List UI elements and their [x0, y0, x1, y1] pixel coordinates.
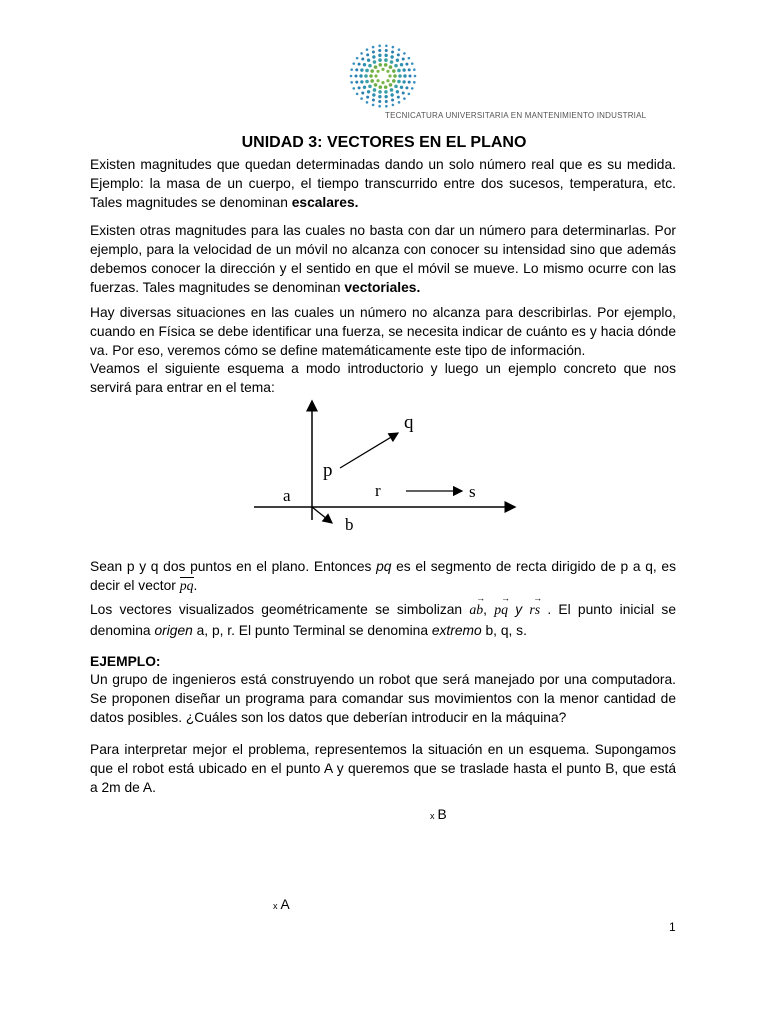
logo-dot — [396, 90, 399, 93]
paragraph-situaciones: Hay diversas situaciones en las cuales un número no alcanza para describirlas. Por ejemplo, cuando en Física se debe identificar una fuerza, se necesita indicar de cuánto es y hacia dónde va. Por eso, veremos cómo se define matemáticamente este tipo de información. — [90, 305, 676, 358]
institution-name: TECNICATURA UNIVERSITARIA EN MANTENIMIENTO INDUSTRIAL — [385, 111, 647, 120]
logo-dot — [384, 95, 387, 98]
point-b: x B — [430, 807, 447, 822]
logo-dot — [366, 53, 369, 56]
logo-dot — [378, 90, 382, 94]
logo-dot — [386, 79, 389, 82]
logo-dot — [358, 63, 361, 66]
label-s: s — [469, 482, 476, 501]
logo-dot — [350, 75, 353, 78]
logo-dot — [358, 86, 361, 89]
logo-dot — [408, 93, 411, 96]
logo-dot — [366, 96, 369, 99]
label-q: q — [404, 412, 414, 433]
logo-dot — [378, 58, 382, 62]
logo-dot — [385, 49, 388, 52]
logo-dot — [402, 92, 405, 95]
point-a: x A — [273, 897, 290, 912]
logo-dot — [363, 86, 366, 89]
logo-dot — [405, 86, 408, 89]
logo-dot — [385, 44, 388, 47]
logo-dot — [372, 55, 375, 58]
logo-dot — [372, 51, 375, 54]
logo-dot — [396, 59, 399, 62]
label-p: p — [323, 460, 333, 481]
logo-dot — [378, 54, 381, 57]
logo-dot — [361, 92, 364, 95]
logo-dot — [379, 63, 383, 67]
logo-dot — [400, 86, 403, 89]
logo-dot — [398, 74, 402, 78]
logo-dot — [372, 104, 375, 107]
logo-dot — [372, 46, 375, 49]
logo-dot — [405, 63, 408, 66]
logo-dot — [378, 100, 381, 103]
paragraph-simbolos: Los vectores visualizados geométricamente se simbolizan ab → , pq → y rs → . El punto inicial se denomina origen a, p, r. El punto Terminal se denomina extremo b, q, s. — [90, 597, 676, 641]
logo-dot — [373, 88, 377, 92]
logo-dot — [394, 85, 398, 89]
logo-dot — [378, 49, 381, 52]
logo-dot — [364, 74, 368, 78]
logo-dot — [400, 63, 403, 66]
logo-dot — [379, 85, 383, 89]
vector-arrow-icon: → — [500, 593, 510, 603]
logo-dot — [397, 69, 401, 73]
logo-dot — [372, 98, 375, 101]
logo-dot — [376, 79, 379, 82]
paragraph-escalares: Existen magnitudes que quedan determinadas dando un solo número real que es su medida. Ejemplo: la masa de un cuerpo, el tiempo transcurrido entre dos sucesos, temperatura, etc. Tales magnitudes se denominan escalares. — [90, 157, 676, 210]
logo-dot — [367, 90, 370, 93]
logo-dot — [397, 96, 400, 99]
logo-dot — [397, 80, 401, 84]
logo-dot — [355, 68, 358, 71]
logo-dot — [390, 88, 394, 92]
logo-dot — [402, 68, 405, 71]
logo-dot — [384, 85, 388, 89]
logo-dot — [398, 48, 401, 51]
logo-dot — [391, 98, 394, 101]
logo-dot — [391, 51, 394, 54]
logo-dot — [374, 74, 377, 77]
logo-dot — [397, 53, 400, 56]
logo-dot — [367, 59, 370, 62]
logo-dot — [402, 57, 405, 60]
paragraph-vectoriales: Existen otras magnitudes para las cuales no basta con dar un número para determinarlas. Por ejemplo, para la velocidad de un móvil no alcanza con conocer su intensidad sino que además debemos conocer la dirección y el sentido en que el móvil se mueve. Lo mismo ocurre con las fuerzas. Tales magnitudes se denominan vectoriales. — [90, 223, 676, 295]
vector-rs-symbol: rs → — [529, 597, 540, 620]
logo-dot — [356, 93, 359, 96]
logo-dot — [360, 80, 363, 83]
logo-dot — [389, 65, 393, 69]
logo-dot — [350, 68, 353, 71]
logo-dot — [384, 58, 388, 62]
logo-dot — [392, 104, 395, 107]
logo-dot — [378, 44, 381, 47]
logo-dot — [366, 101, 369, 104]
logo-dot — [373, 60, 377, 64]
logo-dot — [384, 54, 387, 57]
vector-arrow-icon: → — [476, 593, 486, 603]
logo-dot — [378, 95, 381, 98]
logo-dot — [385, 105, 388, 108]
logo-dot — [389, 83, 393, 87]
logo-dot — [352, 87, 355, 90]
logo-dot — [393, 74, 397, 78]
logo-dot — [384, 90, 388, 94]
logo-dot — [409, 75, 412, 78]
vector-ab-symbol: ab → — [469, 597, 483, 620]
logo-dot — [408, 57, 411, 60]
logo-dot — [360, 52, 363, 55]
logo-dot — [366, 48, 369, 51]
logo-dot — [368, 85, 372, 89]
paragraph-puntos: Sean p y q dos puntos en el plano. Entonces pq es el segmento de recta dirigido de p a q, es decir el vector pq. — [90, 559, 676, 593]
logo-dot — [360, 68, 363, 71]
logo-dot — [356, 57, 359, 60]
logo-dot — [394, 64, 398, 68]
logo-dot — [360, 97, 363, 100]
logo-dot — [368, 64, 372, 68]
logo-dot — [374, 83, 378, 87]
logo-dot — [403, 52, 406, 55]
logo-dot — [359, 74, 362, 77]
label-a: a — [283, 486, 291, 505]
example-heading: EJEMPLO: — [90, 654, 161, 669]
logo-dot — [355, 75, 358, 78]
paragraph-interpretar: Para interpretar mejor el problema, representemos la situación en un esquema. Supongamos que el robot está ubicado en el punto A y queremos que se traslade hasta el punto B, que está a 2m de A. — [90, 742, 676, 795]
page-title: UNIDAD 3: VECTORES EN EL PLANO — [241, 134, 527, 151]
logo-dot — [413, 68, 416, 71]
logo-dot — [390, 93, 393, 96]
logo-dot — [374, 65, 378, 69]
label-b: b — [345, 515, 354, 534]
logo-dot — [403, 74, 406, 77]
logo-dot — [411, 62, 414, 65]
logo-dot — [385, 100, 388, 103]
logo-dot — [372, 93, 375, 96]
logo-dot — [403, 97, 406, 100]
logo-dot — [369, 74, 373, 78]
logo-dot — [398, 101, 401, 104]
vector-pq-symbol: pq → — [494, 597, 508, 620]
logo-dot — [392, 46, 395, 49]
logo-dot — [392, 69, 396, 73]
logo-dot — [408, 81, 411, 84]
vector-pq — [340, 433, 398, 468]
logo-dot — [378, 105, 381, 108]
logo-dot — [355, 81, 358, 84]
page-number: 1 — [669, 920, 676, 934]
paragraph-esquema-intro: Veamos el siguiente esquema a modo introductorio y luego un ejemplo concreto que nos servirá para entrar en el tema: — [90, 361, 676, 395]
logo-dot — [384, 63, 388, 67]
logo-dot — [390, 60, 394, 64]
logo-dot — [350, 81, 353, 84]
vector-ab — [312, 507, 332, 523]
logo-dot — [361, 57, 364, 60]
vector-pq-notation: pq — [179, 578, 194, 593]
logo-dot — [414, 75, 417, 78]
vector-arrow-icon: → — [533, 593, 543, 603]
logo-dot — [381, 81, 384, 84]
logo-dot — [363, 63, 366, 66]
vector-diagram — [250, 395, 520, 535]
paragraph-robot: Un grupo de ingenieros está construyendo un robot que será manejado por una computadora. Se proponen diseñar un programa para comandar sus movimientos con la menor cantidad de datos posibles. ¿Cuáles son los datos que deberían introducir en la máquina? — [90, 672, 676, 725]
label-r: r — [375, 481, 381, 500]
logo-dot — [408, 68, 411, 71]
logo-dot — [370, 69, 374, 73]
logo-dot — [388, 74, 391, 77]
logo-dot — [390, 55, 393, 58]
logo-dot — [352, 62, 355, 65]
logo-dot — [381, 68, 384, 71]
logo-dot — [386, 70, 389, 73]
logo-dot — [413, 81, 416, 84]
logo-dot — [370, 79, 374, 83]
logo-dot — [376, 70, 379, 73]
logo-dot — [365, 80, 369, 84]
institution-logo — [338, 40, 428, 112]
logo-dot — [411, 87, 414, 90]
logo-dot — [402, 80, 405, 83]
logo-dot — [392, 79, 396, 83]
logo-dot — [365, 69, 369, 73]
